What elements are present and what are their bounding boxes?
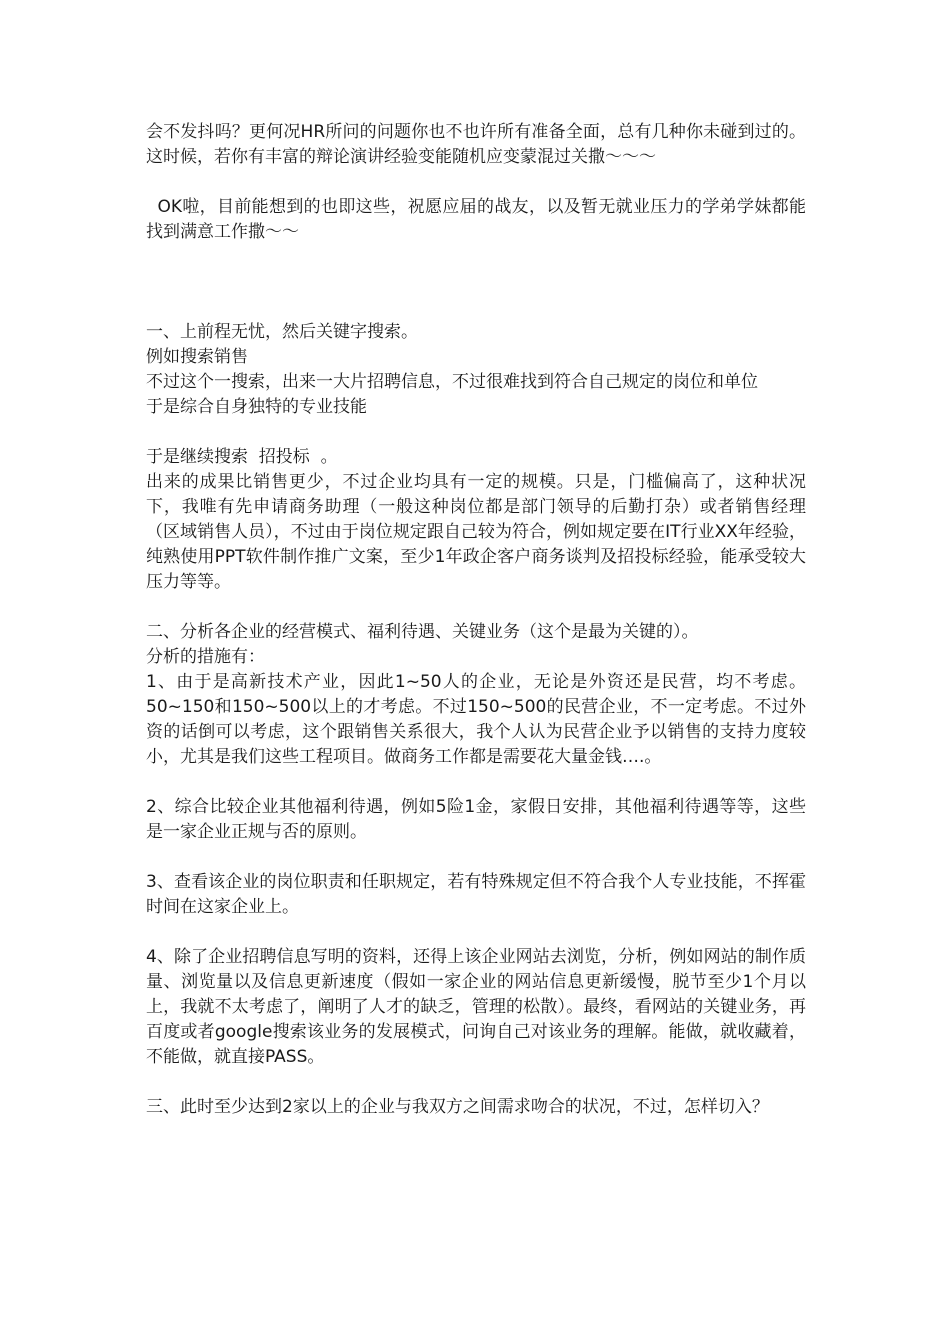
section1-line: 于是继续搜索 招投标 。 — [146, 447, 338, 467]
spacer — [146, 770, 806, 795]
spacer — [146, 920, 806, 945]
spacer — [146, 245, 806, 320]
section2-item-1: 1、由于是高新技术产业，因此1~50人的企业，无论是外资还是民营，均不考虑。50~150和150~500以上的才考虑。不过150~500的民营企业，不一定考虑。不过外资的话倒可以考虑，这个跟销售关系很大，我个人认为民营企业予以销售的支持力度较小，尤其是我们这些工程项目。做商务工作都是需要花大量金钱….。 — [146, 672, 806, 767]
section1-line: 不过这个一搜索，出来一大片招聘信息，不过很难找到符合自己规定的岗位和单位 — [146, 372, 758, 392]
section2-item-4: 4、除了企业招聘信息写明的资料，还得上该企业网站去浏览，分析，例如网站的制作质量、浏览量以及信息更新速度（假如一家企业的网站信息更新缓慢，脱节至少1个月以上，我就不太考虑了，阐明了人才的缺乏，管理的松散）。最终，看网站的关键业务，再百度或者google搜索该业务的发展模式，问询自己对该业务的理解。能做，就收藏着，不能做，就直接PASS。 — [146, 947, 806, 1067]
spacer — [146, 595, 806, 620]
spacer — [146, 170, 806, 195]
section1-line: 于是综合自身独特的专业技能 — [146, 397, 367, 417]
section1-heading: 一、上前程无忧，然后关键字搜索。 — [146, 322, 418, 342]
document-page — [146, 120, 806, 1120]
section3-heading: 三、此时至少达到2家以上的企业与我双方之间需求吻合的状况，不过，怎样切入？ — [146, 1097, 769, 1117]
intro-paragraph-2: OK啦，目前能想到的也即这些，祝愿应届的战友，以及暂无就业压力的学弟学妹都能找到满意工作撒～～ — [146, 197, 807, 242]
section2-subheading: 分析的措施有： — [146, 647, 265, 667]
intro-paragraph-1: 会不发抖吗？更何况HR所问的问题你也不也许所有准备全面，总有几种你未碰到过的。这时候，若你有丰富的辩论演讲经验变能随机应变蒙混过关撒～～～ — [146, 122, 806, 167]
spacer — [146, 420, 806, 445]
section1-paragraph: 出来的成果比销售更少，不过企业均具有一定的规模。只是，门槛偏高了，这种状况下，我唯有先申请商务助理（一般这种岗位都是部门领导的后勤打杂）或者销售经理（区域销售人员），不过由于岗位规定跟自己较为符合，例如规定要在IT行业XX年经验，纯熟使用PPT软件制作推广文案，至少1年政企客户商务谈判及招投标经验，能承受较大压力等等。 — [146, 472, 806, 592]
section2-heading: 二、分析各企业的经营模式、福利待遇、关键业务（这个是最为关键的）。 — [146, 622, 699, 642]
spacer — [146, 845, 806, 870]
section1-line: 例如搜索销售 — [146, 347, 248, 367]
section2-item-3: 3、查看该企业的岗位职责和任职规定，若有特殊规定但不符合我个人专业技能，不挥霍时间在这家企业上。 — [146, 872, 806, 917]
section2-item-2: 2、综合比较企业其他福利待遇，例如5险1金，家假日安排，其他福利待遇等等，这些是一家企业正规与否的原则。 — [146, 797, 806, 842]
spacer — [146, 1070, 806, 1095]
